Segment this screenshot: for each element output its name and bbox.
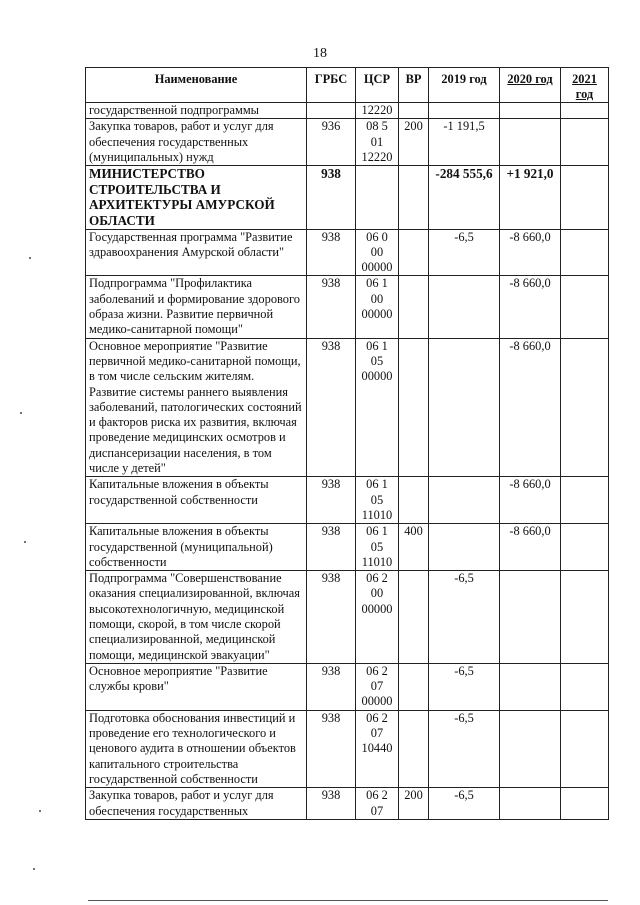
- cell-2019: [429, 477, 500, 524]
- cell-2019: -6,5: [429, 788, 500, 820]
- scan-speck: [24, 541, 26, 543]
- cell-csr: 06 1 00 00000: [356, 276, 399, 338]
- cell-vr: [399, 338, 429, 477]
- cell-2021: [561, 524, 609, 571]
- page-number: 18: [313, 46, 327, 61]
- cell-2020: -8 660,0: [500, 477, 561, 524]
- cell-csr: 06 1 05 11010: [356, 524, 399, 571]
- cell-2021: [561, 166, 609, 229]
- cell-2019: -1 191,5: [429, 119, 500, 166]
- table-row: [86, 524, 609, 571]
- header-vr: ВР: [399, 68, 429, 103]
- cell-2020: -8 660,0: [500, 524, 561, 571]
- cell-name: Основное мероприятие "Развитие первичной медико-санитарной помощи, в том числе сельским жителям. Развитие системы раннего выявления заболеваний, патологических состояний и факторов риска их развития, включая проведение медицинских осмотров и диспансеризации населения, в том числе у детей": [86, 338, 307, 477]
- cell-grbs: 938: [307, 710, 356, 787]
- cell-csr: 12220: [356, 103, 399, 119]
- cell-2020: [500, 663, 561, 710]
- cell-vr: [399, 663, 429, 710]
- cell-2021: [561, 571, 609, 664]
- table-row: [86, 276, 609, 338]
- cell-2020: [500, 119, 561, 166]
- cell-2019: [429, 276, 500, 338]
- cell-name: государственной подпрограммы: [86, 103, 307, 119]
- table-row: [86, 166, 609, 229]
- cell-vr: [399, 276, 429, 338]
- table-row: [86, 119, 609, 166]
- cell-2021: [561, 103, 609, 119]
- cell-vr: [399, 477, 429, 524]
- cell-grbs: [307, 103, 356, 119]
- cell-2020: [500, 103, 561, 119]
- cell-vr: 200: [399, 788, 429, 820]
- table-row: [86, 229, 609, 276]
- cell-2019: [429, 524, 500, 571]
- table-row: [86, 788, 609, 820]
- table-row: [86, 103, 609, 119]
- cell-2021: [561, 710, 609, 787]
- cell-2020: -8 660,0: [500, 229, 561, 276]
- scan-speck: [29, 257, 31, 259]
- cell-vr: [399, 103, 429, 119]
- cell-name: Закупка товаров, работ и услуг для обеспечения государственных (муниципальных) нужд: [86, 119, 307, 166]
- cell-grbs: 938: [307, 338, 356, 477]
- cell-2019: -6,5: [429, 710, 500, 787]
- cell-2021: [561, 229, 609, 276]
- cell-csr: 06 2 07 00000: [356, 663, 399, 710]
- cell-name: Основное мероприятие "Развитие службы крови": [86, 663, 307, 710]
- cell-2021: [561, 338, 609, 477]
- header-csr: ЦСР: [356, 68, 399, 103]
- cell-grbs: 938: [307, 477, 356, 524]
- table-row: [86, 571, 609, 664]
- cell-grbs: 938: [307, 663, 356, 710]
- cell-csr: 08 5 01 12220: [356, 119, 399, 166]
- table-row: [86, 477, 609, 524]
- cell-name: Государственная программа "Развитие здравоохранения Амурской области": [86, 229, 307, 276]
- cell-2021: [561, 477, 609, 524]
- cell-2021: [561, 663, 609, 710]
- cell-vr: [399, 571, 429, 664]
- cell-grbs: 938: [307, 571, 356, 664]
- cell-csr: 06 2 00 00000: [356, 571, 399, 664]
- scan-speck: [39, 810, 41, 812]
- header-name: Наименование: [86, 68, 307, 103]
- cell-name: Капитальные вложения в объекты государственной (муниципальной) собственности: [86, 524, 307, 571]
- cell-2019: -6,5: [429, 229, 500, 276]
- header-2019: 2019 год: [429, 68, 500, 103]
- cell-2020: [500, 788, 561, 820]
- cell-grbs: 938: [307, 229, 356, 276]
- table-row: [86, 710, 609, 787]
- cell-name: Подпрограмма "Профилактика заболеваний и формирование здорового образа жизни. Развитие первичной медико-санитарной помощи": [86, 276, 307, 338]
- cell-grbs: 938: [307, 166, 356, 229]
- cell-2020: +1 921,0: [500, 166, 561, 229]
- cell-2019: [429, 103, 500, 119]
- bottom-rule: [88, 900, 608, 901]
- table-header-row: [86, 68, 609, 103]
- cell-csr: 06 0 00 00000: [356, 229, 399, 276]
- table-row: [86, 663, 609, 710]
- cell-csr: 06 2 07: [356, 788, 399, 820]
- scan-speck: [33, 868, 35, 870]
- cell-2021: [561, 788, 609, 820]
- cell-name: Подпрограмма "Совершенствование оказания специализированной, включая высокотехнологичную, медицинской помощи, скорой, в том числе скорой специализированной, медицинской помощи, медицинской эвакуации": [86, 571, 307, 664]
- cell-vr: 400: [399, 524, 429, 571]
- cell-2019: -284 555,6: [429, 166, 500, 229]
- table-row: [86, 338, 609, 477]
- cell-2020: [500, 571, 561, 664]
- cell-2020: -8 660,0: [500, 276, 561, 338]
- cell-csr: [356, 166, 399, 229]
- cell-csr: 06 1 05 00000: [356, 338, 399, 477]
- budget-table: [85, 67, 609, 820]
- cell-grbs: 938: [307, 524, 356, 571]
- header-grbs: ГРБС: [307, 68, 356, 103]
- cell-name: МИНИСТЕРСТВО СТРОИТЕЛЬСТВА И АРХИТЕКТУРЫ АМУРСКОЙ ОБЛАСТИ: [86, 166, 307, 229]
- cell-grbs: 938: [307, 788, 356, 820]
- cell-csr: 06 2 07 10440: [356, 710, 399, 787]
- cell-2021: [561, 276, 609, 338]
- cell-2021: [561, 119, 609, 166]
- cell-csr: 06 1 05 11010: [356, 477, 399, 524]
- header-2021: 2021 год: [561, 68, 609, 103]
- cell-grbs: 936: [307, 119, 356, 166]
- scan-speck: [20, 412, 22, 414]
- cell-vr: [399, 166, 429, 229]
- cell-2019: [429, 338, 500, 477]
- cell-2019: -6,5: [429, 571, 500, 664]
- header-2020: 2020 год: [500, 68, 561, 103]
- cell-vr: [399, 229, 429, 276]
- cell-vr: [399, 710, 429, 787]
- cell-grbs: 938: [307, 276, 356, 338]
- cell-2020: -8 660,0: [500, 338, 561, 477]
- cell-2020: [500, 710, 561, 787]
- cell-vr: 200: [399, 119, 429, 166]
- cell-name: Подготовка обоснования инвестиций и проведение его технологического и ценового аудита в отношении объектов капитального строительства государственной собственности: [86, 710, 307, 787]
- cell-2019: -6,5: [429, 663, 500, 710]
- cell-name: Капитальные вложения в объекты государственной собственности: [86, 477, 307, 524]
- cell-name: Закупка товаров, работ и услуг для обеспечения государственных: [86, 788, 307, 820]
- table-body: [86, 103, 609, 820]
